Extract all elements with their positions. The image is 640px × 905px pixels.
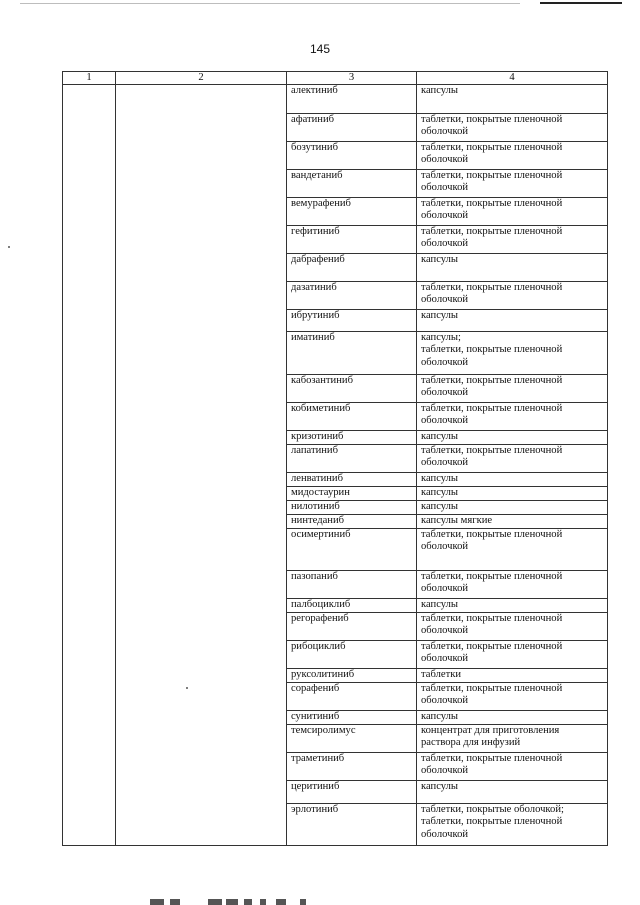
cell-column-1	[63, 599, 116, 613]
cell-column-2	[116, 170, 287, 198]
dosage-form-line: таблетки, покрытые оболочкой;	[421, 804, 564, 815]
cell-column-1	[63, 375, 116, 403]
dosage-form-line: таблетки, покрытые пленочной	[421, 114, 563, 125]
table-row	[63, 599, 608, 613]
cell-column-2	[116, 473, 287, 487]
cell-column-1	[63, 254, 116, 282]
drug-name: кризотиниб	[291, 431, 344, 442]
table-row	[63, 332, 608, 375]
table-row	[63, 431, 608, 445]
table-row	[63, 571, 608, 599]
drug-name-cell	[287, 431, 417, 445]
table-row	[63, 515, 608, 529]
cell-column-1	[63, 683, 116, 711]
drug-name-cell	[287, 683, 417, 711]
table-row	[63, 781, 608, 804]
cell-column-2	[116, 683, 287, 711]
drug-name-cell	[287, 613, 417, 641]
dosage-form-cell	[417, 114, 608, 142]
table-row	[63, 613, 608, 641]
cell-column-1	[63, 515, 116, 529]
dosage-form-line: таблетки, покрытые пленочной	[421, 613, 563, 624]
dosage-form-line: оболочкой	[421, 415, 469, 427]
dosage-form-line: таблетки, покрытые пленочной	[421, 683, 563, 694]
drug-name-cell	[287, 781, 417, 804]
dosage-form-line: таблетки, покрытые пленочной	[421, 641, 563, 652]
dosage-form-line: капсулы	[421, 501, 459, 512]
table-row	[63, 711, 608, 725]
cell-column-2	[116, 226, 287, 254]
drug-name: ленватиниб	[291, 473, 343, 484]
table-row	[63, 683, 608, 711]
table-row	[63, 198, 608, 226]
cell-column-2	[116, 445, 287, 473]
drug-name-cell	[287, 114, 417, 142]
cell-column-2	[116, 613, 287, 641]
table-row	[63, 501, 608, 515]
cell-column-1	[63, 613, 116, 641]
drug-name: гефитиниб	[291, 226, 340, 237]
drug-name: сунитиниб	[291, 711, 340, 722]
table-row	[63, 114, 608, 142]
table-row	[63, 226, 608, 254]
dosage-form-cell	[417, 725, 608, 753]
dosage-form-line: капсулы	[421, 599, 459, 610]
column-header: 4	[417, 72, 608, 85]
drug-name-cell	[287, 226, 417, 254]
dosage-form-cell	[417, 254, 608, 282]
table-row	[63, 254, 608, 282]
table-row	[63, 282, 608, 310]
cell-column-2	[116, 641, 287, 669]
drug-name: кобиметиниб	[291, 403, 351, 414]
dosage-form-line: оболочкой	[421, 387, 469, 399]
dosage-form-line: капсулы	[421, 85, 459, 96]
drug-name-cell	[287, 725, 417, 753]
table-row	[63, 310, 608, 332]
cell-column-1	[63, 753, 116, 781]
dosage-form-line: оболочкой	[421, 765, 469, 777]
drug-name-cell	[287, 501, 417, 515]
drug-name-cell	[287, 641, 417, 669]
dosage-form-cell	[417, 487, 608, 501]
dosage-form-cell	[417, 641, 608, 669]
cell-column-2	[116, 515, 287, 529]
cell-column-1	[63, 310, 116, 332]
header-row	[63, 72, 608, 85]
dosage-form-line: оболочкой	[421, 356, 469, 368]
table-row	[63, 170, 608, 198]
table-row	[63, 142, 608, 170]
cell-column-2	[116, 375, 287, 403]
drug-name-cell	[287, 804, 417, 846]
drug-name: кабозантиниб	[291, 375, 353, 386]
dosage-form-line: таблетки	[421, 669, 462, 680]
dosage-form-line: концентрат для приготовления	[421, 725, 560, 736]
drug-name: траметиниб	[291, 753, 345, 764]
cell-column-1	[63, 403, 116, 431]
cell-column-1	[63, 142, 116, 170]
table-row	[63, 804, 608, 846]
cell-column-2	[116, 431, 287, 445]
dosage-form-line: капсулы	[421, 254, 459, 265]
column-header: 3	[287, 72, 417, 85]
dosage-form-line: таблетки, покрытые пленочной	[421, 282, 563, 293]
cell-column-2	[116, 198, 287, 226]
drug-name: мидостаурин	[291, 487, 350, 498]
dosage-form-cell	[417, 711, 608, 725]
drug-name-cell	[287, 515, 417, 529]
dosage-form-line: оболочкой	[421, 828, 469, 840]
dosage-form-cell	[417, 669, 608, 683]
table-row	[63, 641, 608, 669]
dosage-form-line: таблетки, покрытые пленочной	[421, 445, 563, 456]
dosage-form-cell	[417, 170, 608, 198]
dosage-form-line: оболочкой	[421, 541, 469, 553]
drug-name: рибоциклиб	[291, 641, 346, 652]
drug-name: осимертиниб	[291, 529, 351, 540]
table-row	[63, 753, 608, 781]
dosage-form-line: таблетки, покрытые пленочной	[421, 571, 563, 582]
dosage-form-line: оболочкой	[421, 182, 469, 194]
drug-name: дазатиниб	[291, 282, 337, 293]
drug-name: лапатиниб	[291, 445, 338, 456]
drug-name-cell	[287, 445, 417, 473]
table-row	[63, 529, 608, 571]
drug-name: вемурафениб	[291, 198, 351, 209]
drug-name: ибрутиниб	[291, 310, 340, 321]
drug-name-cell	[287, 571, 417, 599]
dosage-form-cell	[417, 85, 608, 114]
cell-column-2	[116, 114, 287, 142]
dosage-form-line: таблетки, покрытые пленочной	[421, 753, 563, 764]
dosage-form-line: капсулы	[421, 487, 459, 498]
cell-column-1	[63, 529, 116, 571]
drug-name: пазопаниб	[291, 571, 338, 582]
drug-name-cell	[287, 711, 417, 725]
cell-column-1	[63, 114, 116, 142]
cell-column-2	[116, 310, 287, 332]
dosage-form-line: оболочкой	[421, 126, 469, 138]
cell-column-2	[116, 403, 287, 431]
drug-name: эрлотиниб	[291, 804, 339, 815]
drug-name: руксолитиниб	[291, 669, 355, 680]
drug-name-cell	[287, 529, 417, 571]
drug-name-cell	[287, 254, 417, 282]
cell-column-1	[63, 473, 116, 487]
dosage-form-cell	[417, 332, 608, 375]
drug-name: темсиролимус	[291, 725, 356, 736]
drug-name-cell	[287, 142, 417, 170]
dosage-form-line: таблетки, покрытые пленочной	[421, 403, 563, 414]
drug-name-cell	[287, 753, 417, 781]
scan-bottom-marks	[150, 896, 350, 905]
cell-column-2	[116, 332, 287, 375]
dosage-form-line: оболочкой	[421, 583, 469, 595]
cell-column-1	[63, 571, 116, 599]
dosage-form-line: таблетки, покрытые пленочной	[421, 529, 563, 540]
dosage-form-line: оболочкой	[421, 294, 469, 306]
drug-name: церитиниб	[291, 781, 340, 792]
column-header: 2	[116, 72, 287, 85]
table-row	[63, 403, 608, 431]
dosage-form-cell	[417, 753, 608, 781]
drug-name: нилотиниб	[291, 501, 340, 512]
cell-column-1	[63, 332, 116, 375]
drug-name: вандетаниб	[291, 170, 343, 181]
drug-name-cell	[287, 170, 417, 198]
cell-column-2	[116, 711, 287, 725]
dosage-form-line: капсулы	[421, 310, 459, 321]
dosage-form-cell	[417, 501, 608, 515]
drug-name-cell	[287, 669, 417, 683]
drug-table	[62, 71, 608, 846]
dosage-form-line: таблетки, покрытые пленочной	[421, 344, 563, 356]
cell-column-1	[63, 669, 116, 683]
dosage-form-line: оболочкой	[421, 210, 469, 222]
cell-column-1	[63, 170, 116, 198]
table-row	[63, 85, 608, 114]
drug-name-cell	[287, 310, 417, 332]
dosage-form-cell	[417, 613, 608, 641]
cell-column-2	[116, 85, 287, 114]
dosage-form-line: капсулы	[421, 711, 459, 722]
dosage-form-cell	[417, 375, 608, 403]
dosage-form-cell	[417, 599, 608, 613]
cell-column-2	[116, 753, 287, 781]
dosage-form-cell	[417, 515, 608, 529]
table-row	[63, 725, 608, 753]
dosage-form-cell	[417, 403, 608, 431]
drug-name-cell	[287, 332, 417, 375]
cell-column-2	[116, 529, 287, 571]
drug-name-cell	[287, 473, 417, 487]
drug-name-cell	[287, 282, 417, 310]
cell-column-1	[63, 781, 116, 804]
cell-column-2	[116, 282, 287, 310]
top-rule	[20, 3, 520, 4]
cell-column-2	[116, 501, 287, 515]
cell-column-1	[63, 501, 116, 515]
drug-name: дабрафениб	[291, 254, 345, 265]
dosage-form-line: таблетки, покрытые пленочной	[421, 170, 563, 181]
dosage-form-line: оболочкой	[421, 625, 469, 637]
column-header: 1	[63, 72, 116, 85]
table-row	[63, 445, 608, 473]
dosage-form-cell	[417, 142, 608, 170]
cell-column-2	[116, 487, 287, 501]
drug-name: афатиниб	[291, 114, 335, 125]
cell-column-1	[63, 431, 116, 445]
dosage-form-cell	[417, 431, 608, 445]
dosage-form-cell	[417, 571, 608, 599]
dosage-form-line: оболочкой	[421, 238, 469, 250]
cell-column-2	[116, 254, 287, 282]
cell-column-1	[63, 641, 116, 669]
drug-name: нинтеданиб	[291, 515, 345, 526]
top-rule-mark	[540, 2, 622, 4]
cell-column-2	[116, 599, 287, 613]
cell-column-1	[63, 487, 116, 501]
dosage-form-line: оболочкой	[421, 154, 469, 166]
drug-name: сорафениб	[291, 683, 340, 694]
dosage-form-line: таблетки, покрытые пленочной	[421, 198, 563, 209]
cell-column-1	[63, 198, 116, 226]
dosage-form-line: раствора для инфузий	[421, 737, 521, 749]
scan-speck	[8, 246, 10, 248]
dosage-form-cell	[417, 781, 608, 804]
drug-name-cell	[287, 599, 417, 613]
table-row	[63, 473, 608, 487]
cell-column-1	[63, 711, 116, 725]
cell-column-2	[116, 571, 287, 599]
dosage-form-line: оболочкой	[421, 457, 469, 469]
dosage-form-line: таблетки, покрытые пленочной	[421, 375, 563, 386]
dosage-form-line: таблетки, покрытые пленочной	[421, 816, 563, 828]
dosage-form-cell	[417, 683, 608, 711]
table-row	[63, 669, 608, 683]
dosage-form-line: капсулы	[421, 473, 459, 484]
dosage-form-cell	[417, 226, 608, 254]
drug-name-cell	[287, 85, 417, 114]
cell-column-1	[63, 445, 116, 473]
drug-name: регорафениб	[291, 613, 349, 624]
dosage-form-line: капсулы	[421, 431, 459, 442]
dosage-form-line: капсулы мягкие	[421, 515, 493, 526]
drug-name-cell	[287, 403, 417, 431]
table-row	[63, 375, 608, 403]
dosage-form-line: таблетки, покрытые пленочной	[421, 142, 563, 153]
page-number: 145	[309, 42, 331, 56]
drug-name: палбоциклиб	[291, 599, 351, 610]
dosage-form-line: оболочкой	[421, 695, 469, 707]
dosage-form-line: таблетки, покрытые пленочной	[421, 226, 563, 237]
dosage-form-cell	[417, 282, 608, 310]
drug-name-cell	[287, 198, 417, 226]
dosage-form-cell	[417, 445, 608, 473]
cell-column-1	[63, 282, 116, 310]
drug-name: алектиниб	[291, 85, 338, 96]
cell-column-1	[63, 804, 116, 846]
cell-column-2	[116, 669, 287, 683]
cell-column-1	[63, 226, 116, 254]
dosage-form-cell	[417, 529, 608, 571]
cell-column-1	[63, 725, 116, 753]
dosage-form-cell	[417, 473, 608, 487]
drug-name: иматиниб	[291, 332, 335, 343]
dosage-form-cell	[417, 804, 608, 846]
cell-column-2	[116, 804, 287, 846]
drug-name: бозутиниб	[291, 142, 338, 153]
drug-name-cell	[287, 487, 417, 501]
table-row	[63, 487, 608, 501]
cell-column-2	[116, 781, 287, 804]
drug-name-cell	[287, 375, 417, 403]
dosage-form-line: оболочкой	[421, 653, 469, 665]
cell-column-1	[63, 85, 116, 114]
dosage-form-line: капсулы;	[421, 332, 461, 343]
dosage-form-cell	[417, 310, 608, 332]
cell-column-2	[116, 725, 287, 753]
cell-column-2	[116, 142, 287, 170]
dosage-form-line: капсулы	[421, 781, 459, 792]
dosage-form-cell	[417, 198, 608, 226]
